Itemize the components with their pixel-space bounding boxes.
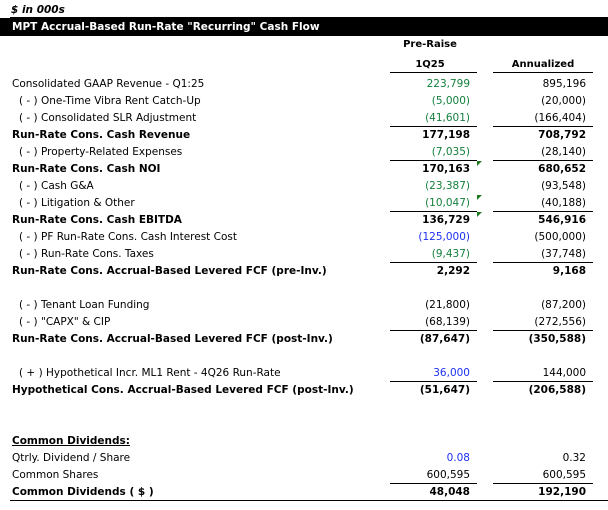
row-value-1q25: (41,601) <box>425 112 470 124</box>
table-row <box>0 297 608 314</box>
row-value-annualized: 546,916 <box>538 214 586 226</box>
table-row <box>0 484 608 501</box>
row-value-annualized: (40,188) <box>541 197 586 209</box>
row-value-annualized: (272,556) <box>534 316 586 328</box>
row-label: Common Shares <box>12 469 99 481</box>
row-label: ( + ) Hypothetical Incr. ML1 Rent - 4Q26 Run-Rate <box>19 367 281 379</box>
title-bar <box>0 18 608 36</box>
table-row <box>0 229 608 246</box>
row-value-annualized: 9,168 <box>552 265 586 277</box>
row-value-1q25: 136,729 <box>422 214 470 226</box>
row-label: ( - ) Tenant Loan Funding <box>19 299 150 311</box>
header-1q25: 1Q25 <box>415 59 445 70</box>
row-label: ( - ) Property-Related Expenses <box>19 146 183 158</box>
row-value-annualized: (350,588) <box>528 333 586 345</box>
row-value-annualized: 0.32 <box>562 452 586 464</box>
table-row <box>0 144 608 161</box>
row-label: Hypothetical Cons. Accrual-Based Levered FCF (post-Inv.) <box>12 384 354 396</box>
row-value-annualized: 192,190 <box>538 486 586 498</box>
dividends-section-title <box>0 433 608 450</box>
row-value-1q25: 223,799 <box>426 78 470 90</box>
table-row <box>0 93 608 110</box>
table-row <box>0 331 608 348</box>
table-row <box>0 314 608 331</box>
row-value-annualized: (166,404) <box>534 112 586 124</box>
row-value-annualized: (206,588) <box>528 384 586 396</box>
row-label: Qtrly. Dividend / Share <box>12 452 131 464</box>
header-underline-2 <box>493 72 593 73</box>
row-value-annualized: 895,196 <box>542 78 586 90</box>
table-row <box>0 365 608 382</box>
row-value-1q25: (5,000) <box>431 95 470 107</box>
row-label: ( - ) Consolidated SLR Adjustment <box>19 112 197 124</box>
table-row <box>0 467 608 484</box>
row-value-annualized: 708,792 <box>538 129 586 141</box>
row-value-annualized: (500,000) <box>534 231 586 243</box>
row-value-1q25: 48,048 <box>429 486 470 498</box>
row-label: Run-Rate Cons. Cash NOI <box>12 163 161 175</box>
dividends-title: Common Dividends: <box>12 435 130 447</box>
table-row <box>0 127 608 144</box>
row-value-1q25: (10,047) <box>425 197 470 209</box>
row-label: ( - ) One-Time Vibra Rent Catch-Up <box>19 95 201 107</box>
row-value-1q25: 177,198 <box>422 129 470 141</box>
row-value-annualized: (93,548) <box>541 180 586 192</box>
table-row <box>0 450 608 467</box>
table-row <box>0 161 608 178</box>
table-row <box>0 110 608 127</box>
row-value-1q25: (68,139) <box>425 316 470 328</box>
table-row <box>0 76 608 93</box>
bottom-rule <box>10 500 608 501</box>
row-value-annualized: (87,200) <box>541 299 586 311</box>
row-label: ( - ) Cash G&A <box>19 180 94 192</box>
row-value-1q25: (7,035) <box>431 146 470 158</box>
row-value-annualized: 144,000 <box>542 367 586 379</box>
row-value-annualized: (20,000) <box>541 95 586 107</box>
row-value-1q25: (21,800) <box>425 299 470 311</box>
row-label: Consolidated GAAP Revenue - Q1:25 <box>12 78 205 90</box>
row-value-annualized: (37,748) <box>541 248 586 260</box>
table-row <box>0 382 608 399</box>
table-row <box>0 212 608 229</box>
row-label: Run-Rate Cons. Accrual-Based Levered FCF (pre-Inv.) <box>12 265 327 277</box>
header-annualized: Annualized <box>511 59 575 70</box>
row-label: Run-Rate Cons. Cash EBITDA <box>12 214 182 226</box>
table-row <box>0 263 608 280</box>
row-value-1q25: (87,647) <box>419 333 470 345</box>
table-row <box>0 246 608 263</box>
sheet-title: MPT Accrual-Based Run-Rate "Recurring" Cash Flow <box>12 21 320 33</box>
row-value-annualized: 680,652 <box>538 163 586 175</box>
table-row <box>0 195 608 212</box>
row-value-annualized: (28,140) <box>541 146 586 158</box>
row-value-annualized: 600,595 <box>542 469 586 481</box>
row-value-1q25: (23,387) <box>425 180 470 192</box>
row-label: ( - ) Run-Rate Cons. Taxes <box>19 248 154 260</box>
row-label: Common Dividends ( $ ) <box>12 486 154 498</box>
table-row <box>0 178 608 195</box>
header-underline-1 <box>390 72 477 73</box>
row-value-1q25: 600,595 <box>426 469 470 481</box>
row-label: ( - ) Litigation & Other <box>19 197 135 209</box>
header-pre-raise: Pre-Raise <box>403 39 457 50</box>
units-label: $ in 000s <box>11 4 65 16</box>
row-label: Run-Rate Cons. Cash Revenue <box>12 129 191 141</box>
row-value-1q25: 170,163 <box>422 163 470 175</box>
row-value-1q25: (51,647) <box>419 384 470 396</box>
row-value-1q25: (125,000) <box>418 231 470 243</box>
row-value-1q25: 0.08 <box>446 452 470 464</box>
row-label: Run-Rate Cons. Accrual-Based Levered FCF (post-Inv.) <box>12 333 333 345</box>
row-label: ( - ) "CAPX" & CIP <box>19 316 111 328</box>
row-label: ( - ) PF Run-Rate Cons. Cash Interest Cost <box>19 231 237 243</box>
row-value-1q25: 36,000 <box>433 367 470 379</box>
row-value-1q25: 2,292 <box>436 265 470 277</box>
row-value-1q25: (9,437) <box>431 248 470 260</box>
